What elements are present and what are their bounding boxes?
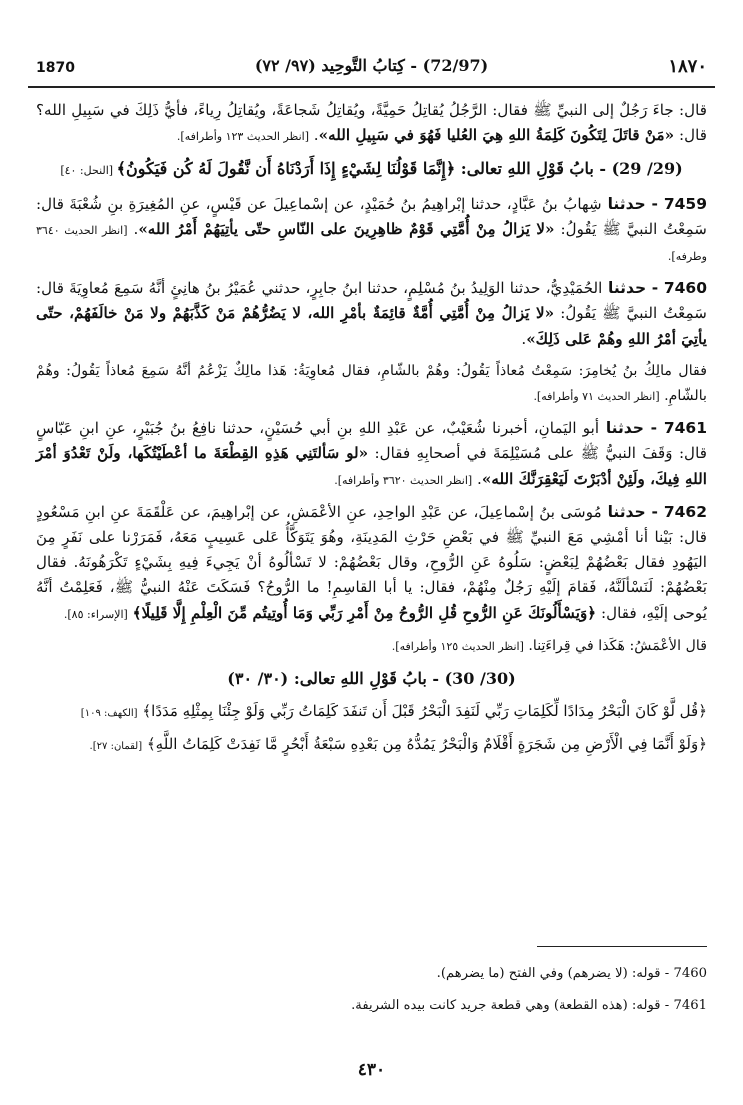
hadith-paragraph	[36, 634, 707, 659]
hadith-number: 7462 - حدثنا	[601, 502, 707, 521]
chapter-heading-text: (29/ 29) - بابُ قَوْلِ اللهِ تعالى: ﴿إِنَّمَا قَوْلُنَا لِشَيْءٍ إِذَا أَرَدْنَاهُ أَن نَّقُولَ لَهُ كُن فَيَكُونُ﴾	[116, 159, 683, 179]
body-text: شِهابُ بنُ عَبَّادٍ، حدثنا إبْراهِيمُ بنُ حُمَيْدٍ، عن إسْماعِيلَ عن قَيْسٍ، عنِ المُغِيرَةِ بنِ شُعْبَةَ قال: سَمِعْتُ النبيَّ ﷺ يَقُولُ:	[36, 194, 708, 238]
bold-text: «مَنْ قاتَلَ لِتَكُونَ كَلِمَةُ اللهِ هِيَ العُليا فَهُوَ في سَبِيلِ الله»	[318, 126, 675, 145]
hadith-paragraph	[36, 416, 707, 493]
hadith-paragraph	[36, 276, 707, 352]
chapter-heading	[36, 156, 707, 183]
cross-reference: [انظر الحديث ٧١ وأطرافه].	[533, 390, 660, 404]
hadith-paragraph	[36, 359, 707, 409]
cross-reference: [لقمان: ٢٧].	[89, 741, 143, 753]
bold-text: «لا يَزالُ مِنْ أُمَّتِي أُمَّةٌ قائِمَةٌ بأمْرِ الله، لا يَضُرُّهُمْ مَنْ كَذَّبَهُمْ ولا مَنْ خالَفَهُمْ، حتّى يأتِيَ أمْرُ اللهِ وهُمْ عَلى ذَلِكَ»	[36, 304, 707, 348]
page-number-latin: 1870	[36, 60, 75, 76]
body-text: قال: جاءَ رَجُلٌ إلى النبيِّ ﷺ فقال: الرَّجُلُ يُقاتِلُ حَمِيَّةً، ويُقاتِلُ شَجاعَةً، ويُقاتِلُ رِياءً، فأيُّ ذَلِكَ في سَبِيلِ الله؟ قال:	[36, 101, 707, 145]
cross-reference: [انظر الحديث ٣٦٤٠ وطرفه].	[36, 223, 707, 264]
cross-reference: [انظر الحديث ٣٦٢٠ وأطرافه].	[334, 473, 473, 487]
main-text	[36, 98, 707, 766]
running-title: (72/97) - كِتابُ التَّوحِيد (٩٧/ ٧٢)	[254, 56, 489, 75]
body-text: فقال مالِكُ بنُ يُخامِرَ: سَمِعْتُ مُعاذاً يَقُولُ: وهُمْ بالشّامِ، فقال مُعاوِيَةُ: هَذا مالِكٌ يَزْعُمُ أنَّهُ سَمِعَ مُعاذاً يَقُولُ: وهُمْ بالشّامِ.	[36, 362, 707, 405]
body-text: ﴿وَلَوْ أَنَّمَا فِي الْأَرْضِ مِن شَجَرَةٍ أَقْلَامٌ وَالْبَحْرُ يَمُدُّهُ مِن بَعْدِهِ سَبْعَةُ أَبْحُرٍ مَّا نَفِدَتْ كَلِمَاتُ اللَّهِ﴾	[142, 735, 707, 754]
body-text: أبو اليَمانِ، أخبرنا شُعَيْبٌ، عن عَبْدِ اللهِ بنِ أبي حُسَيْنٍ، حدثنا نافِعُ بنُ جُبَيْرٍ، عنِ ابنِ عَبّاسٍ قال: وَقَفَ النبيُّ ﷺ على مُسَيْلِمَةَ في أصحابِهِ فقال:	[36, 419, 707, 463]
quran-verse	[36, 732, 707, 759]
page-number-arabic: ١٨٧٠	[668, 56, 707, 77]
ayah-reference: [النحل: ٤٠]	[60, 164, 117, 178]
body-text: مُوسَى بنُ إسْماعِيلَ، عن عَبْدِ الواحِدِ، عنِ الأعْمَشِ، عن إبْراهِيمَ، عن عَلْقَمَةَ عنِ ابنِ مَسْعُودٍ قال: بَيْنا أنا أمْشِي مَعَ النبيِّ ﷺ في بَعْضِ حَرْثِ المَدِينَةِ، وهُوَ يَتَوَكَّأُ عَلى عَسِيبٍ مَعَهُ، فَمَرَرْنا على نَفَرٍ مِنَ اليَهُودِ فقال بَعْضُهُمْ لِبَعْضٍ: سَلُوهُ عَنِ الرُّوحِ، وقال بَعْضُهُمْ: لا تَسْألُوهُ أنْ يَجِيءَ فِيهِ بِشَيْءٍ تَكْرَهُونَهُ. فقال بَعْضُهُمْ: لَنَسْألَنَّهُ، فَقامَ إلَيْهِ رَجُلٌ مِنْهُمْ، فقال: يا أبا القاسِمِ! ما الرُّوحُ؟ فَسَكَتَ عَنْهُ النبيُّ ﷺ، فَعَلِمْتُ أنَّهُ يُوحى إلَيْهِ، فقال:	[36, 502, 707, 622]
cross-reference: [الإسراء: ٨٥].	[63, 607, 128, 621]
body-text: قال الأعْمَشُ: هَكَذا في قِراءَتِنا.	[523, 637, 707, 654]
page-header	[28, 54, 715, 84]
hadith-number: 7461 - حدثنا	[599, 419, 707, 438]
body-text: ﴿قُل لَّوْ كَانَ الْبَحْرُ مِدَادًا لِّكَلِمَاتِ رَبِّي لَنَفِدَ الْبَحْرُ قَبْلَ أَن تَنفَدَ كَلِمَاتُ رَبِّي وَلَوْ جِئْنَا بِمِثْلِهِ مَدَدًا﴾	[137, 702, 707, 721]
cross-reference: [انظر الحديث ١٢٥ وأطرافه].	[391, 639, 524, 653]
page-number-footer: ٤٣٠	[357, 1060, 386, 1080]
chapter-heading	[36, 666, 707, 691]
body-text: .	[521, 329, 527, 348]
cross-reference: [الكهف: ١٠٩]	[80, 708, 138, 720]
body-text: .	[472, 469, 482, 488]
footnote: 7461 - قوله: (هذه القطعة) وهي قطعة جريد كانت بيده الشريفة.	[351, 998, 707, 1013]
cross-reference: [انظر الحديث ١٢٣ وأطرافه].	[176, 130, 309, 144]
body-text: .	[308, 126, 319, 145]
hadith-number: 7460 - حدثنا	[602, 279, 707, 298]
quran-verse	[36, 699, 707, 726]
footnote-rule	[537, 946, 707, 947]
bold-text: ﴿وَيَسْأَلُونَكَ عَنِ الرُّوحِ قُلِ الرُّوحُ مِنْ أَمْرِ رَبِّي وَمَا أُوتِيتُم مِّنَ الْعِلْمِ إِلَّا قَلِيلًا﴾	[132, 603, 597, 622]
body-text: الحُمَيْدِيُّ، حدثنا الوَلِيدُ بنُ مُسْلِمٍ، حدثنا ابنُ جابِرٍ، حدثني عُمَيْرُ بنُ هانِئٍ أنَّهُ سَمِعَ مُعاوِيَةَ قال: سَمِعْتُ النبيَّ ﷺ يَقُولُ:	[36, 279, 708, 323]
bold-text: «لا يَزالُ مِنْ أُمَّتِي قَوْمٌ ظاهِرِينَ على النّاسِ حتّى يأتِيَهُمْ أَمْرُ الله»	[138, 219, 555, 238]
hadith-number: 7459 - حدثنا	[601, 194, 707, 213]
hadith-paragraph	[36, 500, 707, 627]
body-text: .	[127, 219, 139, 238]
header-rule	[28, 86, 715, 88]
footnote: 7460 - قوله: (لا يضرهم) وفي الفتح (ما يضرهم).	[436, 966, 707, 981]
hadith-paragraph	[36, 98, 707, 149]
chapter-heading-text: (30/ 30) - بابُ قَوْلِ اللهِ تعالى: (٣٠/ ٣٠)	[227, 669, 516, 689]
bold-text: «لو سَألتَنِي هَذِهِ القِطْعَةَ ما أعْطَيْتُكَها، ولَنْ تَعْدُوَ أمْرَ اللهِ فِيكَ، ولَئِنْ أدْبَرْتَ لَيَعْقِرَنَّكَ الله»	[36, 444, 707, 488]
footnotes	[36, 958, 707, 1022]
hadith-paragraph	[36, 192, 707, 270]
